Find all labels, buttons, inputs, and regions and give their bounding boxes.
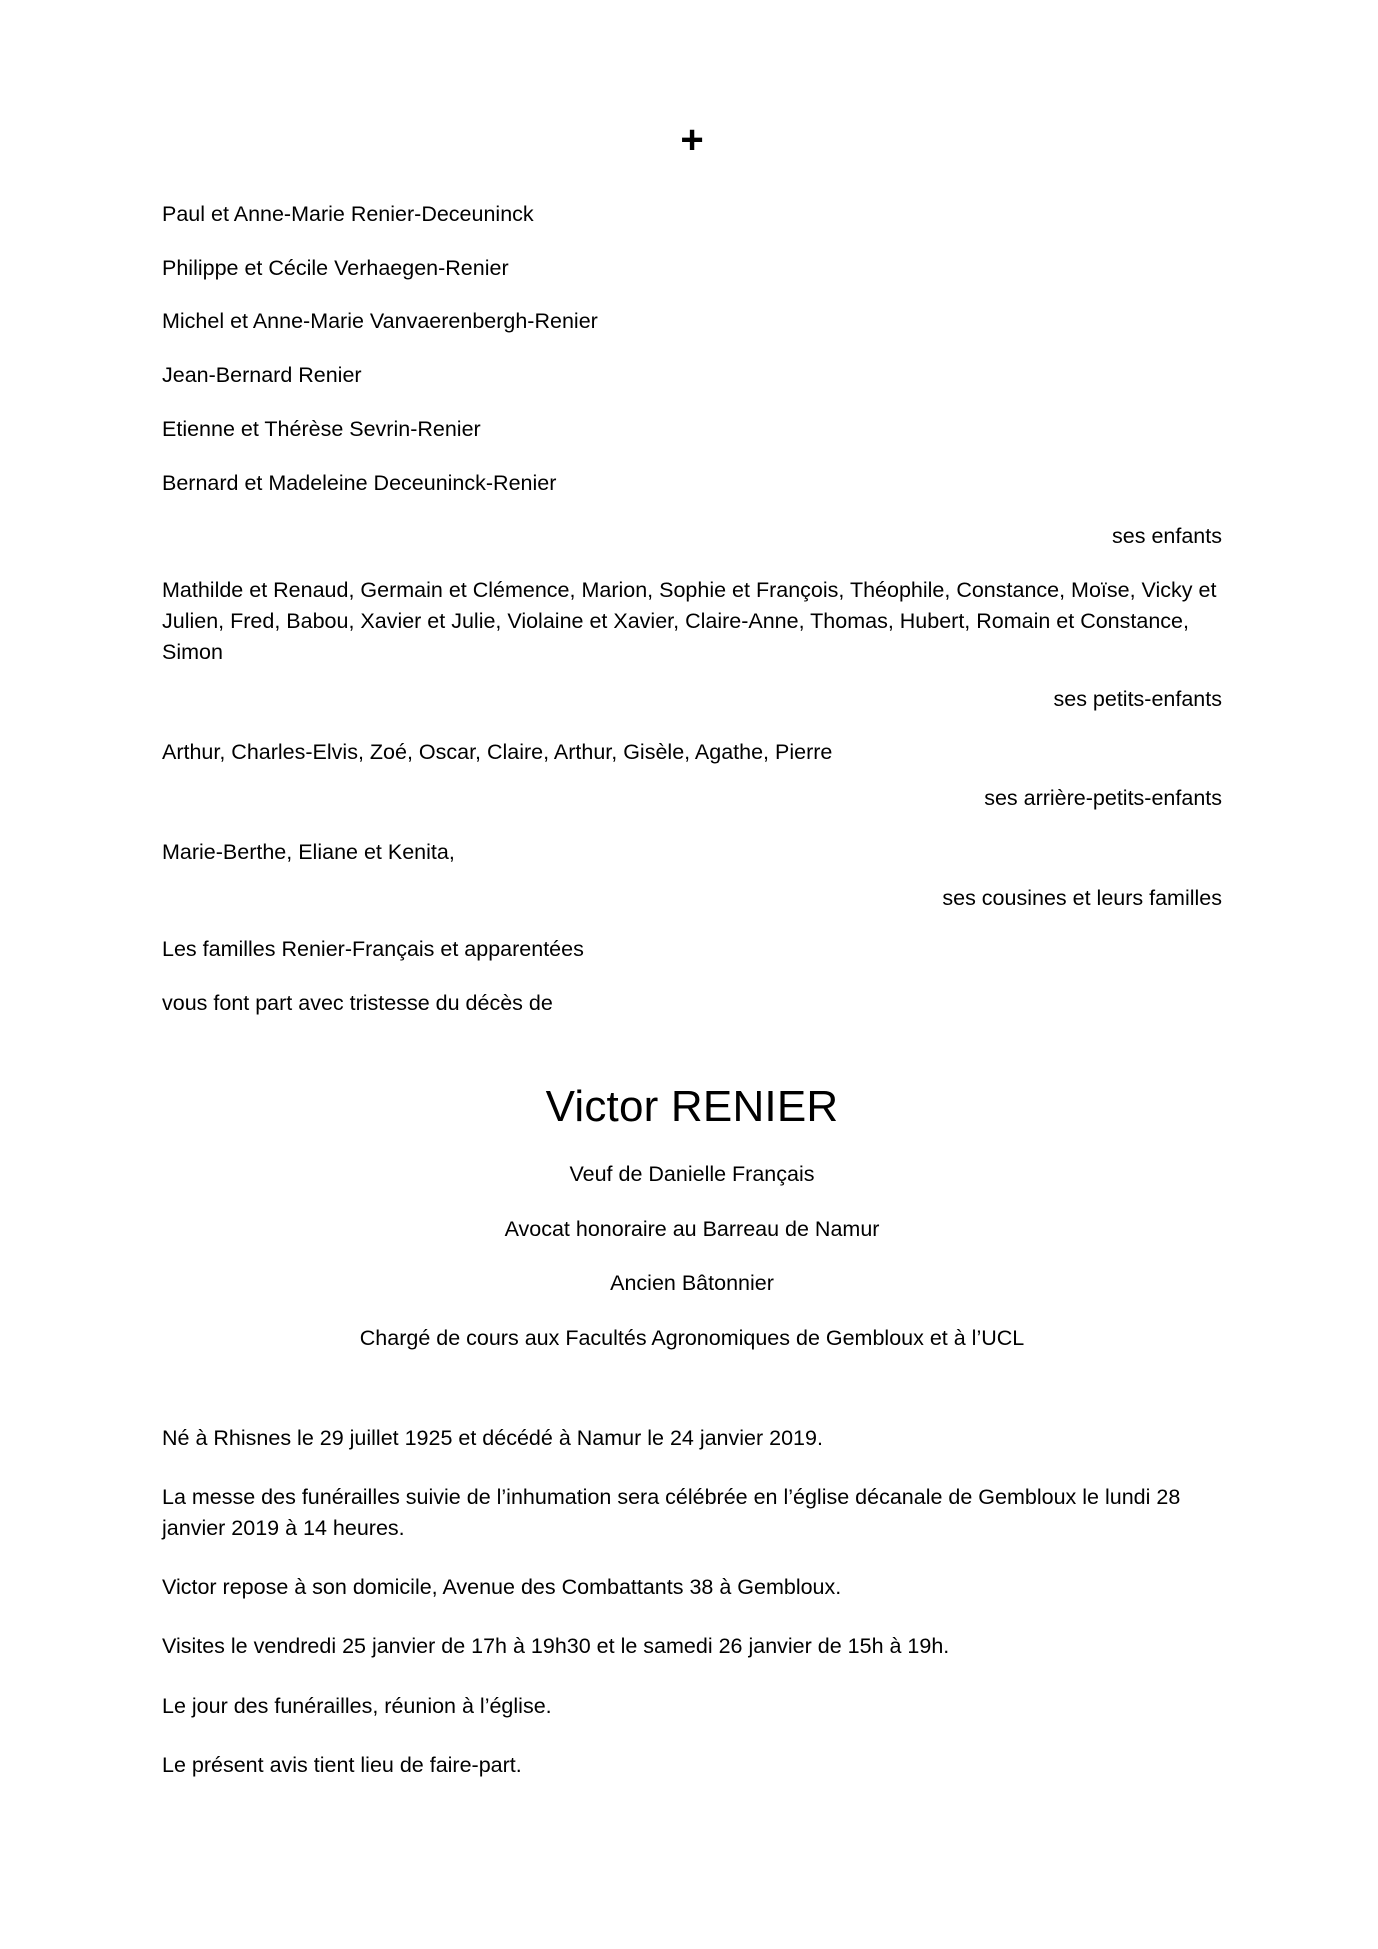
families-line: Les familles Renier-Français et apparentées xyxy=(162,937,584,962)
grandchildren-group xyxy=(162,575,1222,711)
detail-repose: Victor repose à son domicile, Avenue des Combattants 38 à Gembloux. xyxy=(162,1575,842,1600)
deceased-name: Victor RENIER xyxy=(545,1082,839,1132)
subtitle-title: Ancien Bâtonnier xyxy=(610,1271,774,1296)
subtitle-spouse: Veuf de Danielle Français xyxy=(569,1161,815,1186)
list-item: Paul et Anne-Marie Renier-Deceuninck xyxy=(162,202,534,226)
role-grandchildren: ses petits-enfants xyxy=(1053,686,1222,711)
cousins-group xyxy=(162,837,1222,911)
cross-icon: + xyxy=(680,118,704,162)
list-item: Etienne et Thérèse Sevrin-Renier xyxy=(162,416,481,441)
details-section xyxy=(162,1423,1222,1781)
cousins-names: Marie-Berthe, Eliane et Kenita, xyxy=(162,840,455,865)
list-item: Philippe et Cécile Verhaegen-Renier xyxy=(162,255,509,280)
role-cousins: ses cousines et leurs familles xyxy=(942,886,1222,911)
grandchildren-names: Mathilde et Renaud, Germain et Clémence, Marion, Sophie et François, Théophile, Constance, Moïse, Vicky et Julien, Fred, Babou, Xavier et Julie, Violaine et Xavier, Claire-Anne, Thomas, Hubert, Romain et Constance, Simon xyxy=(162,578,1217,665)
list-item: Michel et Anne-Marie Vanvaerenbergh-Renier xyxy=(162,309,598,334)
role-great-grandchildren: ses arrière-petits-enfants xyxy=(984,786,1222,811)
list-item: Jean-Bernard Renier xyxy=(162,363,362,388)
announcement-line: vous font part avec tristesse du décès de xyxy=(162,990,553,1015)
detail-birth-death: Né à Rhisnes le 29 juillet 1925 et décédé à Namur le 24 janvier 2019. xyxy=(162,1425,823,1450)
great-grandchildren-group xyxy=(162,737,1222,811)
subtitle-teaching: Chargé de cours aux Facultés Agronomiques de Gembloux et à l’UCL xyxy=(359,1326,1025,1351)
great-grandchildren-names: Arthur, Charles-Elvis, Zoé, Oscar, Claire, Arthur, Gisèle, Agathe, Pierre xyxy=(162,740,833,765)
detail-funeral-mass: La messe des funérailles suivie de l’inhumation sera célébrée en l’église décanale de Gembloux le lundi 28 janvier 2019 à 14 heures. xyxy=(162,1484,1181,1541)
detail-gathering: Le jour des funérailles, réunion à l’église. xyxy=(162,1693,552,1718)
survivors-list xyxy=(162,202,1222,495)
list-item: Bernard et Madeleine Deceuninck-Renier xyxy=(162,470,557,495)
detail-notice-statement: Le présent avis tient lieu de faire-part. xyxy=(162,1752,522,1777)
subtitle-profession: Avocat honoraire au Barreau de Namur xyxy=(504,1216,880,1241)
role-children: ses enfants xyxy=(1112,524,1222,549)
notice-content xyxy=(162,0,1222,1809)
detail-visits: Visites le vendredi 25 janvier de 17h à 19h30 et le samedi 26 janvier de 15h à 19h. xyxy=(162,1634,950,1659)
